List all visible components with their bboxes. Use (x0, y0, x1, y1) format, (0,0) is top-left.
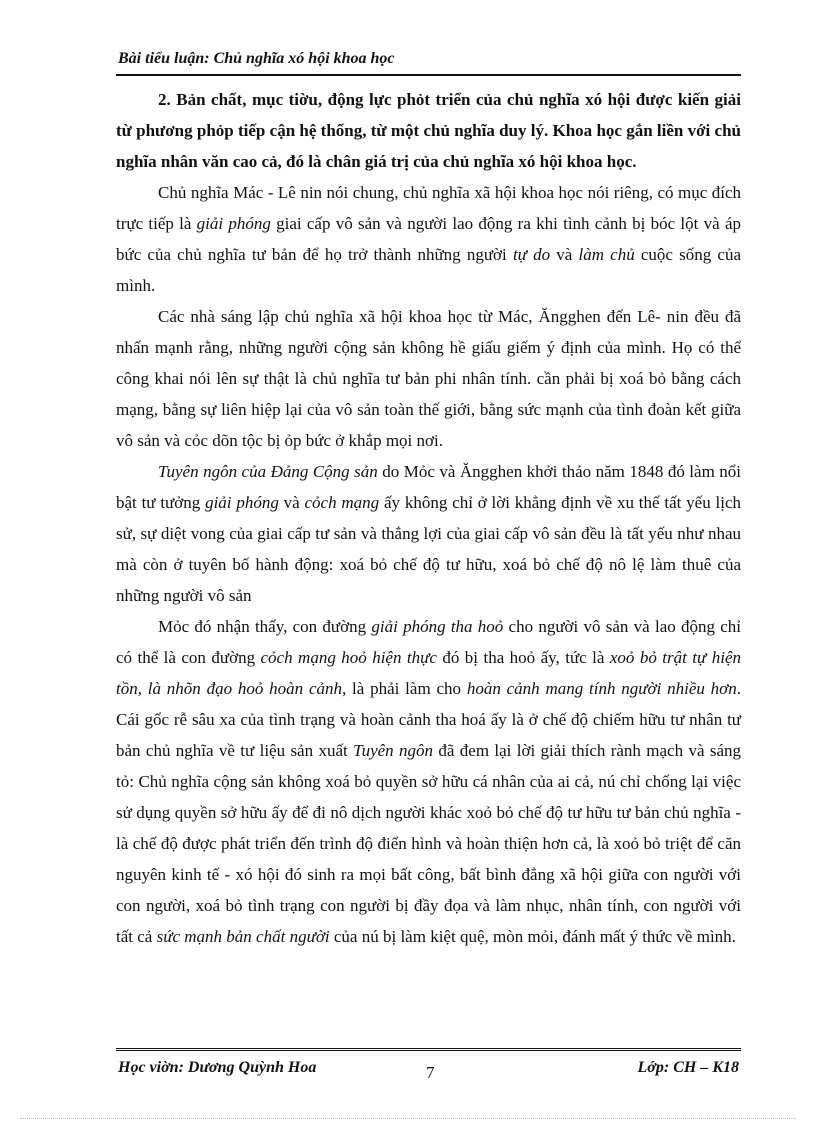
p4-emphasis-l: sức mạnh bản chất người (156, 927, 330, 946)
p4-text-a: Mỏc đó nhận thấy, con đường (158, 617, 372, 636)
paragraph-3 (116, 456, 741, 611)
header-title: Bài tiểu luận: Chủ nghĩa xó hội khoa học (118, 50, 395, 67)
p4-text-g: là phải làm cho (346, 679, 467, 698)
p4-emphasis-f: xoỏ bỏ trật tự hiện tồn, là nhõn đạo hoỏ hoàn cảnh, (116, 648, 741, 698)
footer-class: Lớp: CH – K18 (637, 1059, 739, 1076)
p3-text-d: và (278, 493, 305, 512)
p3-text-f: ấy không chỉ ở lời khẳng định về xu thế tất yếu lịch sử, sự diệt vong của giai cấp tư sản và thắng lợi của giai cấp vô sản đều là tất yếu như nhau mà còn ở tuyên bố hành động: xoá bỏ chế độ tư hữu, xoá bỏ chế độ nô lệ làm thuê của những người vô sản (116, 493, 742, 605)
p4-emphasis-b: giải phóng tha hoỏ (371, 617, 504, 636)
p4-text-e: đó bị tha hoỏ ấy, tức là (436, 648, 610, 667)
page-footer (116, 1048, 741, 1087)
p1-emphasis-tu-do: tự do (512, 245, 551, 264)
p1-emphasis-giai-phong: giải phóng (196, 214, 271, 233)
p4-emphasis-j: Tuyên ngôn (353, 741, 434, 760)
p4-emphasis-d: cỏch mạng hoỏ hiện thực (260, 648, 437, 667)
paragraph-1 (116, 177, 741, 301)
section-heading: 2. Bản chất, mục tiờu, động lực phỏt triển của chủ nghĩa xó hội được kiến giải từ phương phỏp tiếp cận hệ thống, từ một chủ nghĩa duy lý. Khoa học gắn liền với chủ nghĩa nhân văn cao cả, đó là chân giá trị của chủ nghĩa xó hội khoa học. (116, 90, 741, 171)
p3-emphasis-giai-phong: giải phóng (205, 493, 279, 512)
p4-text-m: của nú bị làm kiệt quệ, mòn mỏi, đánh mất ý thức về mình. (329, 927, 736, 946)
p3-emphasis-title: Tuyên ngôn của Đảng Cộng sản (158, 462, 378, 481)
footer-author: Học viờn: Dương Quỳnh Hoa (118, 1059, 317, 1076)
paragraph-2: Các nhà sáng lập chủ nghĩa xã hội khoa học từ Mác, Ăngghen đến Lê- nin đều đã nhấn mạnh rằng, những người cộng sản không hề giấu giếm ý định của mình. Họ có thể công khai nói lên sự thật là chủ nghĩa tư bản phi nhân tính. cần phải bị xoá bỏ bằng cách mạng, bằng sự liên hiệp lại của vô sản toàn thế giới, bằng sức mạnh của tình đoàn kết giữa vô sản và cỏc dõn tộc bị ỏp bức ở khắp mọi nơi. (116, 307, 741, 450)
p1-text-e: và (550, 245, 579, 264)
p4-text-c: cho người vô sản và lao động chỉ có thể là con đường (116, 617, 742, 667)
p1-text-g: cuộc sống của mình. (116, 245, 742, 295)
p4-text-i: . Cái gốc rễ sâu xa của tình trạng và hoàn cảnh tha hoá ấy là ở chế độ chiếm hữu tư nhân tư bản chủ nghĩa về tư liệu sản xuất (116, 679, 741, 760)
p1-emphasis-lam-chu: làm chủ (578, 245, 635, 264)
p4-emphasis-h: hoàn cảnh mang tính người nhiều hơn (466, 679, 737, 698)
p3-text-b: do Mỏc và Ăngghen khởi thảo năm 1848 đó làm nổi bật tư tưởng (116, 462, 741, 512)
page-number: 7 (426, 1063, 435, 1082)
p3-emphasis-cach-mang: cỏch mạng (304, 493, 380, 512)
page-header (116, 48, 741, 76)
p1-text-c: giai cấp vô sản và người lao động ra khi tình cảnh bị bóc lột và áp bức của chủ nghĩa tư bản để họ trở thành những người (116, 214, 741, 264)
paragraph-4 (116, 611, 741, 952)
p4-text-k: đã đem lại lời giải thích rành mạch và sáng tỏ: Chủ nghĩa cộng sản không xoá bỏ quyền sở hữu cá nhân của ai cả, nú chỉ chống lại việc sử dụng quyền sở hữu ấy để đi nô dịch người khác xoỏ bỏ chế độ tư hữu tư bản chủ nghĩa - là chế độ được phát triển đến trình độ điển hình và hoàn thiện hơn cả, là xoỏ bỏ triệt để căn nguyên kinh tế - xó hội đó sinh ra mọi bất công, bất bình đẳng xã hội giữa con người với con người, xoá bỏ tình trạng con người bị đầy đọa và làm nhục, nhân tính, con người với tất cả (116, 741, 742, 946)
document-body (116, 84, 741, 952)
p1-text-a: Chủ nghĩa Mác - Lê nin nói chung, chủ nghĩa xã hội khoa học nói riêng, có mục đích trực tiếp là (116, 183, 741, 233)
page-bottom-divider (20, 1118, 796, 1119)
